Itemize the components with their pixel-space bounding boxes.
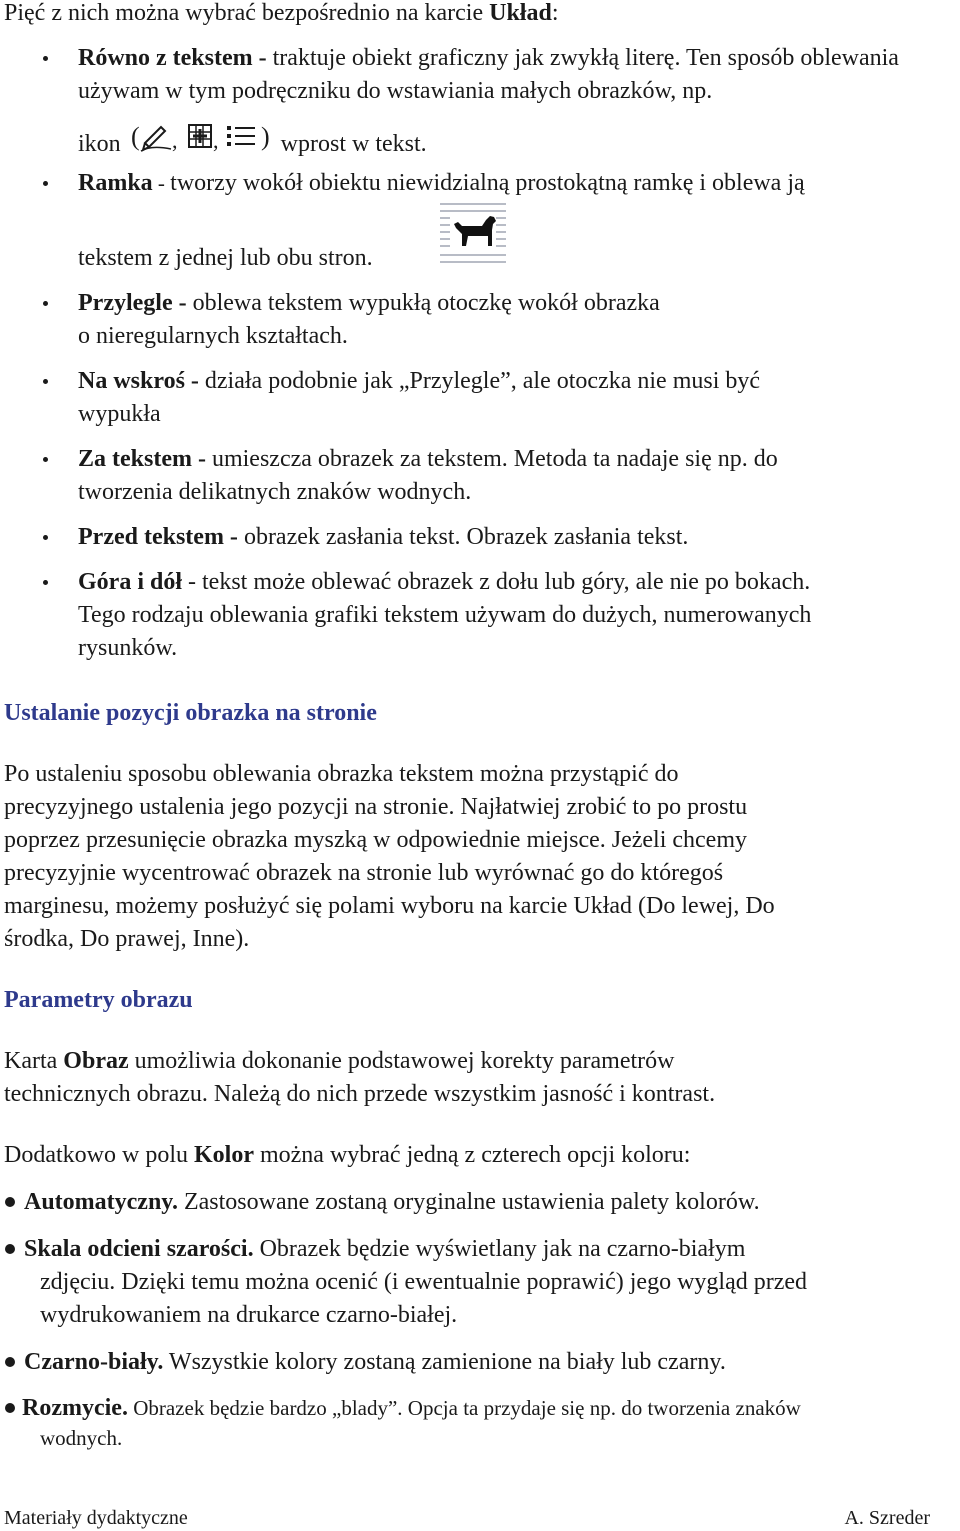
bullet-icon xyxy=(43,181,48,186)
option-text: - tekst może oblewać obrazek z dołu lub góry, ale nie po bokach. xyxy=(182,569,811,595)
dog-wrap-square-icon xyxy=(438,200,508,266)
list-item-line xyxy=(40,1266,960,1332)
option-text: wydrukowaniem na drukarce czarno-białej. xyxy=(40,1302,458,1328)
footer-right: A. Szreder xyxy=(844,1507,930,1529)
option-title: Na wskroś - xyxy=(78,368,199,394)
intro-text: Pięć z nich można wybrać bezpośrednio na karcie xyxy=(4,0,490,26)
option-title: Za tekstem - xyxy=(78,446,206,472)
list-item xyxy=(24,1233,958,1266)
option-text: rysunków. xyxy=(78,635,178,661)
list-item xyxy=(78,365,958,431)
pencil-icon xyxy=(141,127,171,151)
list-item xyxy=(78,42,958,108)
list-item xyxy=(78,443,958,509)
list-item xyxy=(24,1186,958,1219)
option-text: Obrazek będzie bardzo „blady”. Opcja ta przydaje się np. do tworzenia znaków xyxy=(127,1396,801,1420)
option-title: Równo z tekstem - xyxy=(78,45,267,71)
bullet-icon xyxy=(43,535,48,540)
bold-term: Obraz xyxy=(63,1048,129,1074)
section-heading: Parametry obrazu xyxy=(4,987,193,1013)
option-text: o nieregularnych kształtach. xyxy=(78,323,348,349)
option-text: Zastosowane zostaną oryginalne ustawienia palety kolorów. xyxy=(177,1189,760,1215)
option-text: Tego rodzaju oblewania grafiki tekstem używam do dużych, numerowanych xyxy=(78,602,812,628)
section-paragraph xyxy=(4,758,775,956)
intro-bold-term: Układ xyxy=(489,0,552,26)
section-heading: Ustalanie pozycji obrazka na stronie xyxy=(4,700,377,726)
svg-text:): ) xyxy=(260,122,270,151)
list-item-line xyxy=(78,121,958,161)
paragraph-line: precyzyjnie wycentrować obrazek na stronie lub wyrównać go do któregoś xyxy=(4,860,724,886)
bullet-icon xyxy=(43,56,48,61)
option-text: oblewa tekstem wypukłą otoczkę wokół obrazka xyxy=(186,290,660,316)
option-title: Przylegle - xyxy=(78,290,187,316)
option-text: traktuje obiekt graficzny jak zwykłą literę. Ten sposób oblewania używam w tym podręczniku do wstawiania małych obrazków, np. xyxy=(78,45,899,104)
bullet-icon xyxy=(43,457,48,462)
option-title: Czarno-biały. xyxy=(24,1349,164,1375)
svg-text:,: , xyxy=(171,128,178,153)
option-text: Wszystkie kolory zostaną zamienione na biały lub czarny. xyxy=(163,1349,726,1375)
list-item-line xyxy=(78,242,958,275)
bullet-icon xyxy=(5,1357,15,1367)
list-item xyxy=(78,521,958,554)
option-text: zdjęciu. Dzięki temu można ocenić (i ewentualnie poprawić) jego wygląd przed xyxy=(40,1269,808,1295)
inline-icons xyxy=(131,121,273,155)
table-insert-icon xyxy=(189,125,211,147)
option-text: wodnych. xyxy=(40,1426,123,1450)
option-text: działa podobnie jak „Przylegle”, ale otoczka nie musi być xyxy=(198,368,761,394)
paragraph-line: technicznych obrazu. Należą do nich przede wszystkim jasność i kontrast. xyxy=(4,1081,716,1107)
option-text: Obrazek będzie wyświetlany jak na czarno-białym xyxy=(253,1236,746,1262)
list-item xyxy=(24,1346,958,1379)
option-text: umieszcza obrazek za tekstem. Metoda ta nadaje się np. do xyxy=(205,446,778,472)
bullet-icon xyxy=(5,1197,15,1207)
option-title: Rozmycie. xyxy=(22,1395,128,1421)
section-paragraph: Dodatkowo w polu Kolor można wybrać jedną z czterech opcji koloru: xyxy=(4,1142,691,1168)
bullet-icon xyxy=(5,1403,15,1413)
svg-text:(: ( xyxy=(130,122,140,151)
option-title: Góra i dół xyxy=(78,569,183,595)
option-text: wypukła xyxy=(78,401,161,427)
option-text: tworzenia delikatnych znaków wodnych. xyxy=(78,479,472,505)
bullet-icon xyxy=(43,580,48,585)
option-title: Automatyczny. xyxy=(24,1189,178,1215)
list-icon xyxy=(227,126,255,146)
option-title: Skala odcieni szarości. xyxy=(24,1236,254,1262)
paragraph-line: środka, Do prawej, Inne). xyxy=(4,926,250,952)
bullet-icon xyxy=(43,379,48,384)
option-title: Przed tekstem - xyxy=(78,524,238,550)
option-text: ikon xyxy=(78,131,121,157)
paragraph-line: marginesu, możemy posłużyć się polami wyboru na karcie Układ (Do lewej, Do xyxy=(4,893,775,919)
option-text: tworzy wokół obiektu niewidzialną prostokątną ramkę i oblewa ją xyxy=(170,170,805,196)
paragraph-line: precyzyjnego ustalenia jego pozycji na stronie. Najłatwiej zrobić to po prostu xyxy=(4,794,748,820)
option-title: Ramka xyxy=(78,170,153,196)
option-text: wprost w tekst. xyxy=(280,131,427,157)
list-item xyxy=(22,1392,956,1425)
footer-left: Materiały dydaktyczne xyxy=(4,1507,188,1529)
section-paragraph: Karta Obraz umożliwia dokonanie podstawowej korekty parametrów technicznych obrazu. Należą do nich przede wszystkim jasność i kontrast. xyxy=(4,1048,716,1107)
option-text: obrazek zasłania tekst. Obrazek zasłania tekst. xyxy=(237,524,689,550)
bold-term: Kolor xyxy=(193,1142,254,1168)
list-item xyxy=(78,287,958,353)
list-item-line xyxy=(40,1424,960,1452)
paragraph-line: Po ustaleniu sposobu oblewania obrazka tekstem można przystąpić do xyxy=(4,761,679,787)
paragraph-line: poprzez przesunięcie obrazka myszką w odpowiednie miejsce. Jeżeli chcemy xyxy=(4,827,748,853)
bullet-icon xyxy=(5,1244,15,1254)
list-item xyxy=(78,566,958,665)
list-item xyxy=(78,167,958,200)
bullet-icon xyxy=(43,301,48,306)
intro-suffix: : xyxy=(551,0,559,26)
option-text: tekstem z jednej lub obu stron. xyxy=(78,245,373,271)
intro-paragraph xyxy=(4,0,559,30)
svg-text:,: , xyxy=(212,128,219,153)
option-dash: - xyxy=(152,171,171,195)
